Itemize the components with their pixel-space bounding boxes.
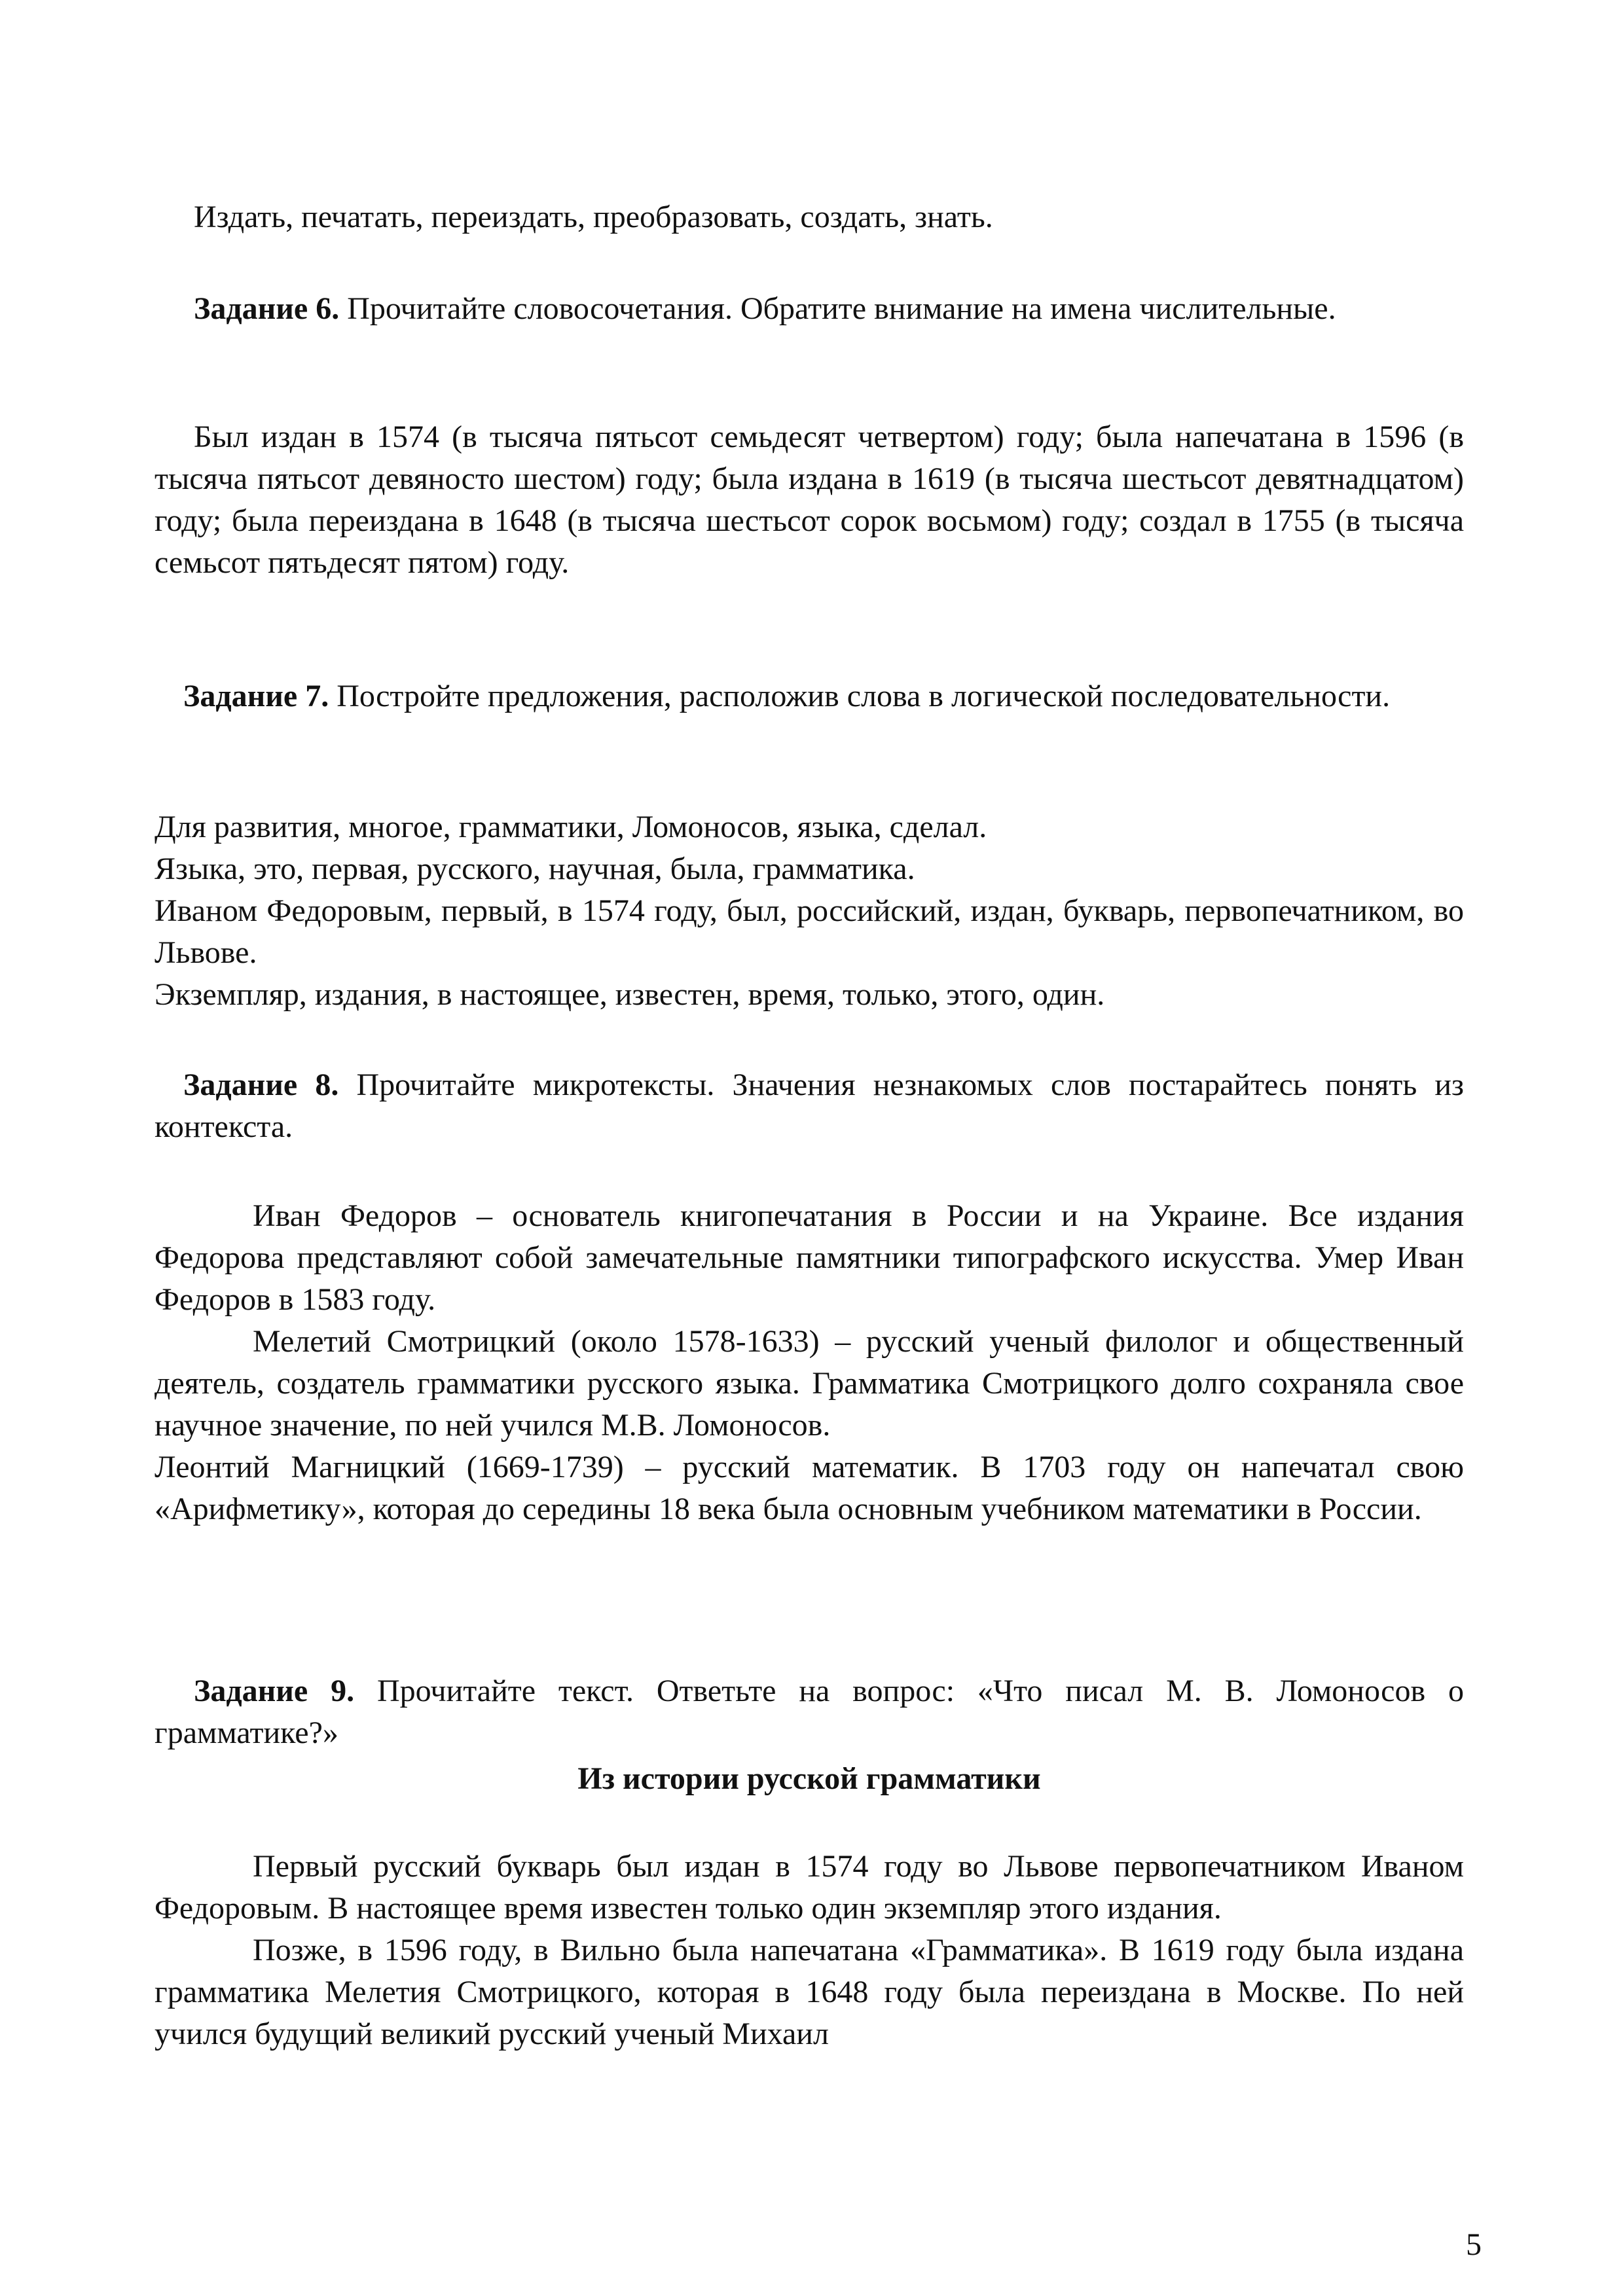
task-7-line: Экземпляр, издания, в настоящее, известен, время, только, этого, один. [155, 977, 1105, 1012]
task-8-heading [155, 1064, 1464, 1148]
task-7-heading [155, 675, 1464, 717]
task-8-instruction: Прочитайте микротексты. Значения незнакомых слов постарайтесь понять из контекста. [155, 1067, 1464, 1144]
task-9-instruction: Прочитайте текст. Ответьте на вопрос: «Что писал М. В. Ломоносов о грамматике?» [155, 1674, 1465, 1750]
task-9-text [155, 1846, 1464, 2055]
task-7-line: Иваном Федоровым, первый, в 1574 году, был, российский, издан, букварь, первопечатником, во Львове. [155, 893, 1464, 970]
task-6-instruction: Прочитайте словосочетания. Обратите внимание на имена числительные. [339, 291, 1336, 326]
task-7-label: Задание 7. [183, 679, 329, 713]
task-6-heading [155, 288, 1464, 330]
page-number: 5 [1466, 2227, 1482, 2262]
task-7-instruction: Постройте предложения, расположив слова в логической последовательности. [329, 679, 1391, 713]
text-paragraph: Позже, в 1596 году, в Вильно была напечатана «Грамматика». В 1619 году была издана грамматика Мелетия Смотрицкого, которая в 1648 году была переиздана в Москве. По ней учился будущий великий русский ученый Михаил [155, 1933, 1464, 2051]
task-6-text: Был издан в 1574 (в тысяча пятьсот семьдесят четвертом) году; была напечатана в 1596 (в тысяча пятьсот девяносто шестом) году; была издана в 1619 (в тысяча шестьсот девятнадцатом) году; была переиздана в 1648 (в тысяча шестьсот сорок восьмом) году; создал в 1755 (в тысяча семьсот пятьдесят пятом) году. [155, 420, 1464, 580]
microtext-paragraph: Иван Федоров – основатель книгопечатания в России и на Украине. Все издания Федорова представляют собой замечательные памятники типографского искусства. Умер Иван Федоров в 1583 году. [155, 1198, 1464, 1317]
text-title: Из истории русской грамматики [577, 1761, 1041, 1796]
microtext-paragraph: Мелетий Смотрицкий (около 1578-1633) – русский ученый филолог и общественный деятель, создатель грамматики русского языка. Грамматика Смотрицкого долго сохраняла свое научное значение, по ней учился М.В. Ломоносов. [155, 1324, 1464, 1443]
text-paragraph: Первый русский букварь был издан в 1574 году во Львове первопечатником Иваном Федоровым. В настоящее время известен только один экземпляр этого издания. [155, 1849, 1464, 1926]
microtext-paragraph: Леонтий Магницкий (1669-1739) – русский математик. В 1703 году он напечатал свою «Арифметику», которая до середины 18 века была основным учебником математики в России. [155, 1450, 1464, 1526]
task-9-label: Задание 9. [194, 1674, 355, 1708]
task-8-label: Задание 8. [183, 1067, 339, 1102]
task-7-sentences [155, 806, 1464, 1016]
task-9-heading [155, 1670, 1464, 1754]
task-6-label: Задание 6. [194, 291, 340, 326]
task-7-line: Языка, это, первая, русского, научная, была, грамматика. [155, 852, 915, 886]
verb-list: Издать, печатать, переиздать, преобразовать, создать, знать. [194, 200, 993, 234]
task-8-microtexts [155, 1195, 1464, 1530]
task-7-line: Для развития, многое, грамматики, Ломоносов, языка, сделал. [155, 810, 987, 844]
